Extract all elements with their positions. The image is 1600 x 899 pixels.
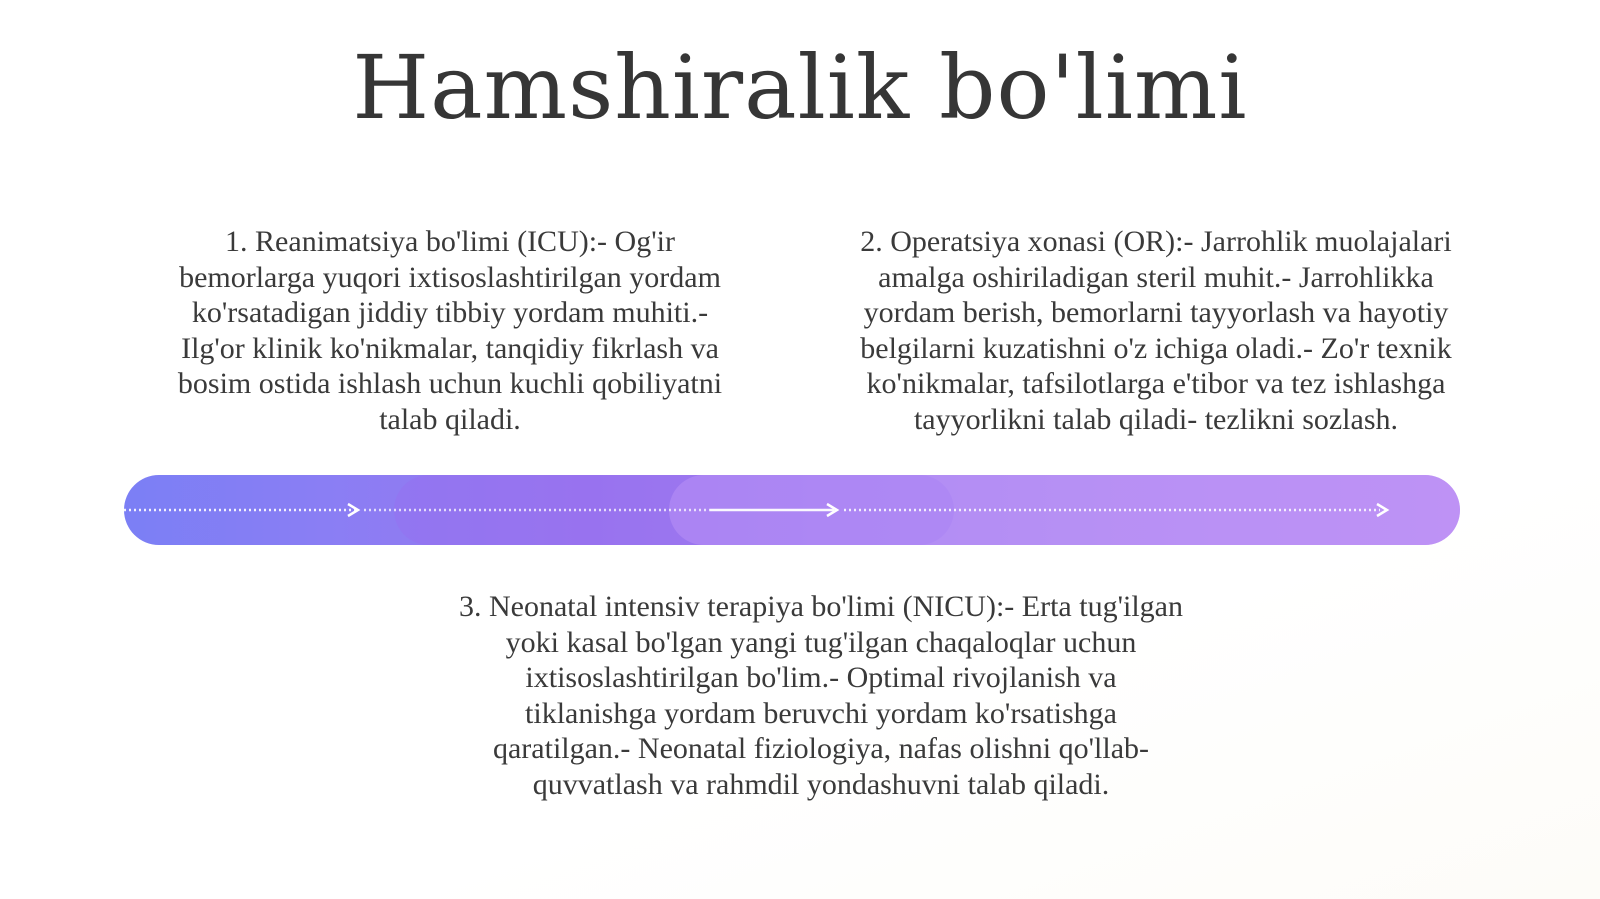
timeline-item-or: 2. Operatsiya xonasi (OR):- Jarrohlik muolajalari amalga oshiriladigan steril muhit.- Jarrohlikka yordam berish, bemorlarni tayyorlash va hayotiy belgilarni kuzatishni o'z ichiga oladi.- Zo'r texnik ko'nikmalar, tafsilotlarga e'tibor va tez ishlashga tayyorlikni talab qiladi- tezlikni sozlash. (860, 225, 1452, 436)
timeline-bar (124, 475, 1460, 545)
arrow-right-icon (1377, 504, 1387, 516)
timeline-arrows (124, 475, 1460, 545)
timeline-item-icu: 1. Reanimatsiya bo'limi (ICU):- Og'ir bemorlarga yuqori ixtisoslashtirilgan yordam ko'rsatadigan jiddiy tibbiy yordam muhiti.- Ilg'or klinik ko'nikmalar, tanqidiy fikrlash va bosim ostida ishlash uchun kuchli qobiliyatni talab qiladi. (177, 225, 723, 436)
timeline-item-nicu: 3. Neonatal intensiv terapiya bo'limi (NICU):- Erta tug'ilgan yoki kasal bo'lgan yangi tug'ilgan chaqaloqlar uchun ixtisoslashtirilgan bo'lim.- Optimal rivojlanish va tiklanishga yordam beruvchi yordam ko'rsatishga qaratilgan.- Neonatal fiziologiya, nafas olishni qo'llab-quvvatlash va rahmdil yondashuvni talab qiladi. (459, 590, 1183, 801)
slide-title: Hamshiralik bo'limi (352, 36, 1248, 139)
